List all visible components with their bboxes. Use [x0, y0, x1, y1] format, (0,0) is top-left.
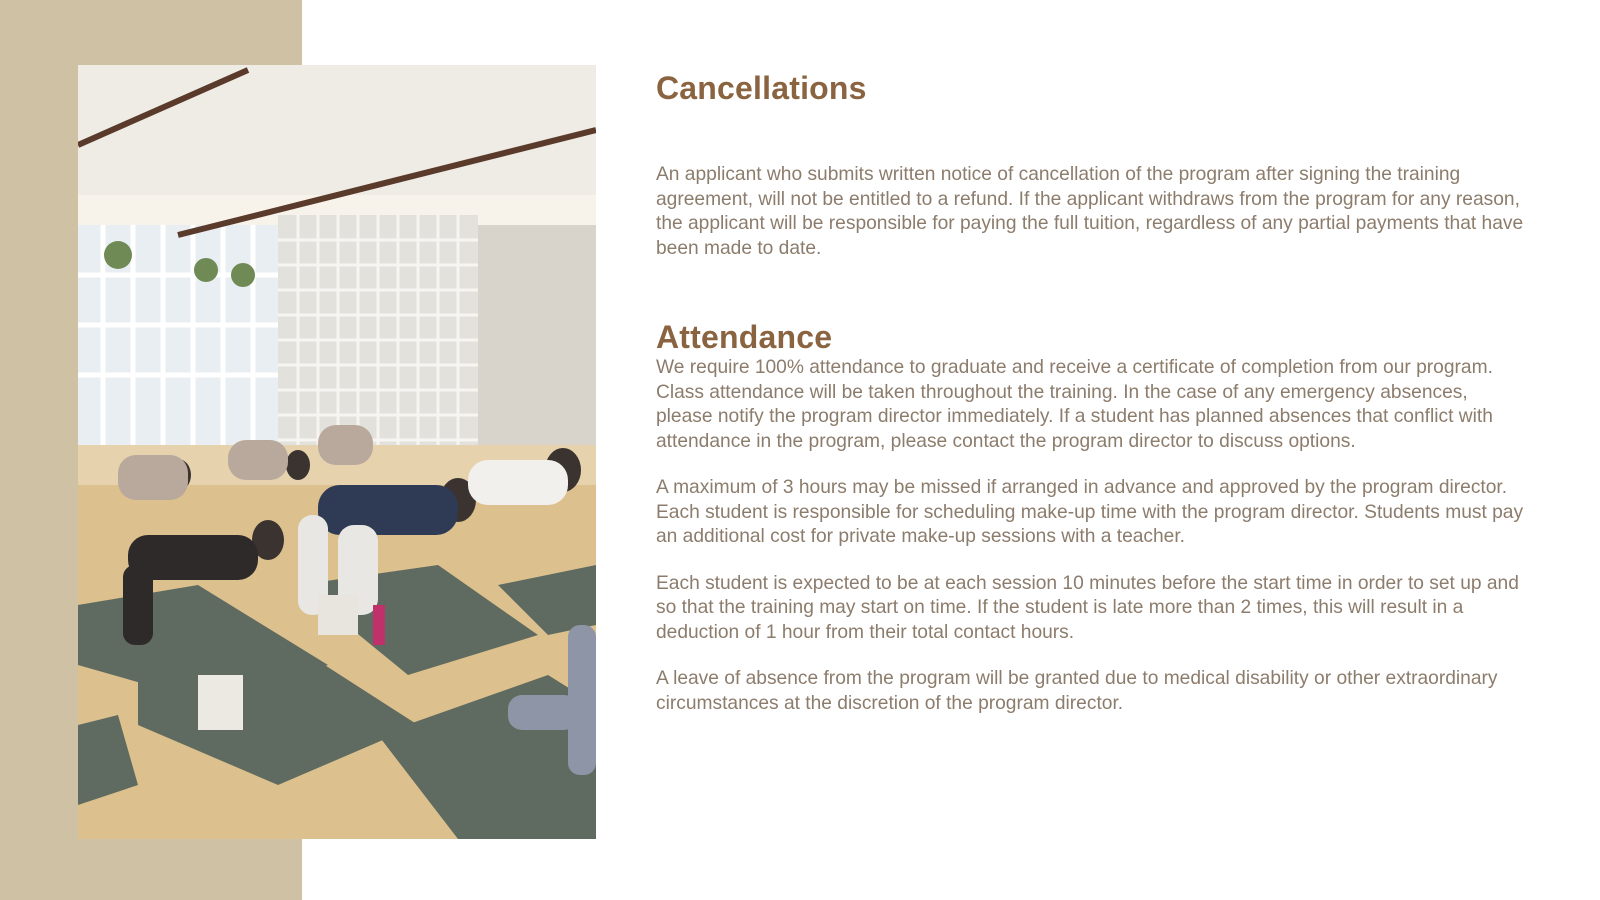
attendance-paragraph-2: A maximum of 3 hours may be missed if arranged in advance and approved by the program director. Each student is responsible for scheduling make-up time with the program director. Students must pay an additional cost for private make-up sessions with a teacher.	[656, 477, 1524, 547]
attendance-paragraph-3: Each student is expected to be at each session 10 minutes before the start time in order to set up and so that the training may start on time. If the student is late more than 2 times, this will result in a deduction of 1 hour from their total contact hours.	[656, 572, 1519, 643]
attendance-heading: Attendance	[656, 319, 833, 355]
yoga-class-illustration	[78, 65, 596, 839]
attendance-paragraph-1: We require 100% attendance to graduate and receive a certificate of completion from our program. Class attendance will be taken throughout the training. In the case of any emergency absences, please notify the program director immediately. If a student has planned absences that conflict with attendance in the program, please contact the program director to discuss options.	[656, 357, 1493, 452]
cancellations-paragraph: An applicant who submits written notice of cancellation of the program after signing the training agreement, will not be entitled to a refund. If the applicant withdraws from the program for any reason, the applicant will be responsible for paying the full tuition, regardless of any partial payments that have been made to date.	[656, 164, 1524, 259]
policy-content	[656, 70, 1526, 716]
attendance-paragraph-4: A leave of absence from the program will be granted due to medical disability or other extraordinary circumstances at the discretion of the program director.	[656, 668, 1498, 714]
cancellations-heading: Cancellations	[656, 70, 867, 106]
yoga-class-photo	[78, 65, 596, 839]
